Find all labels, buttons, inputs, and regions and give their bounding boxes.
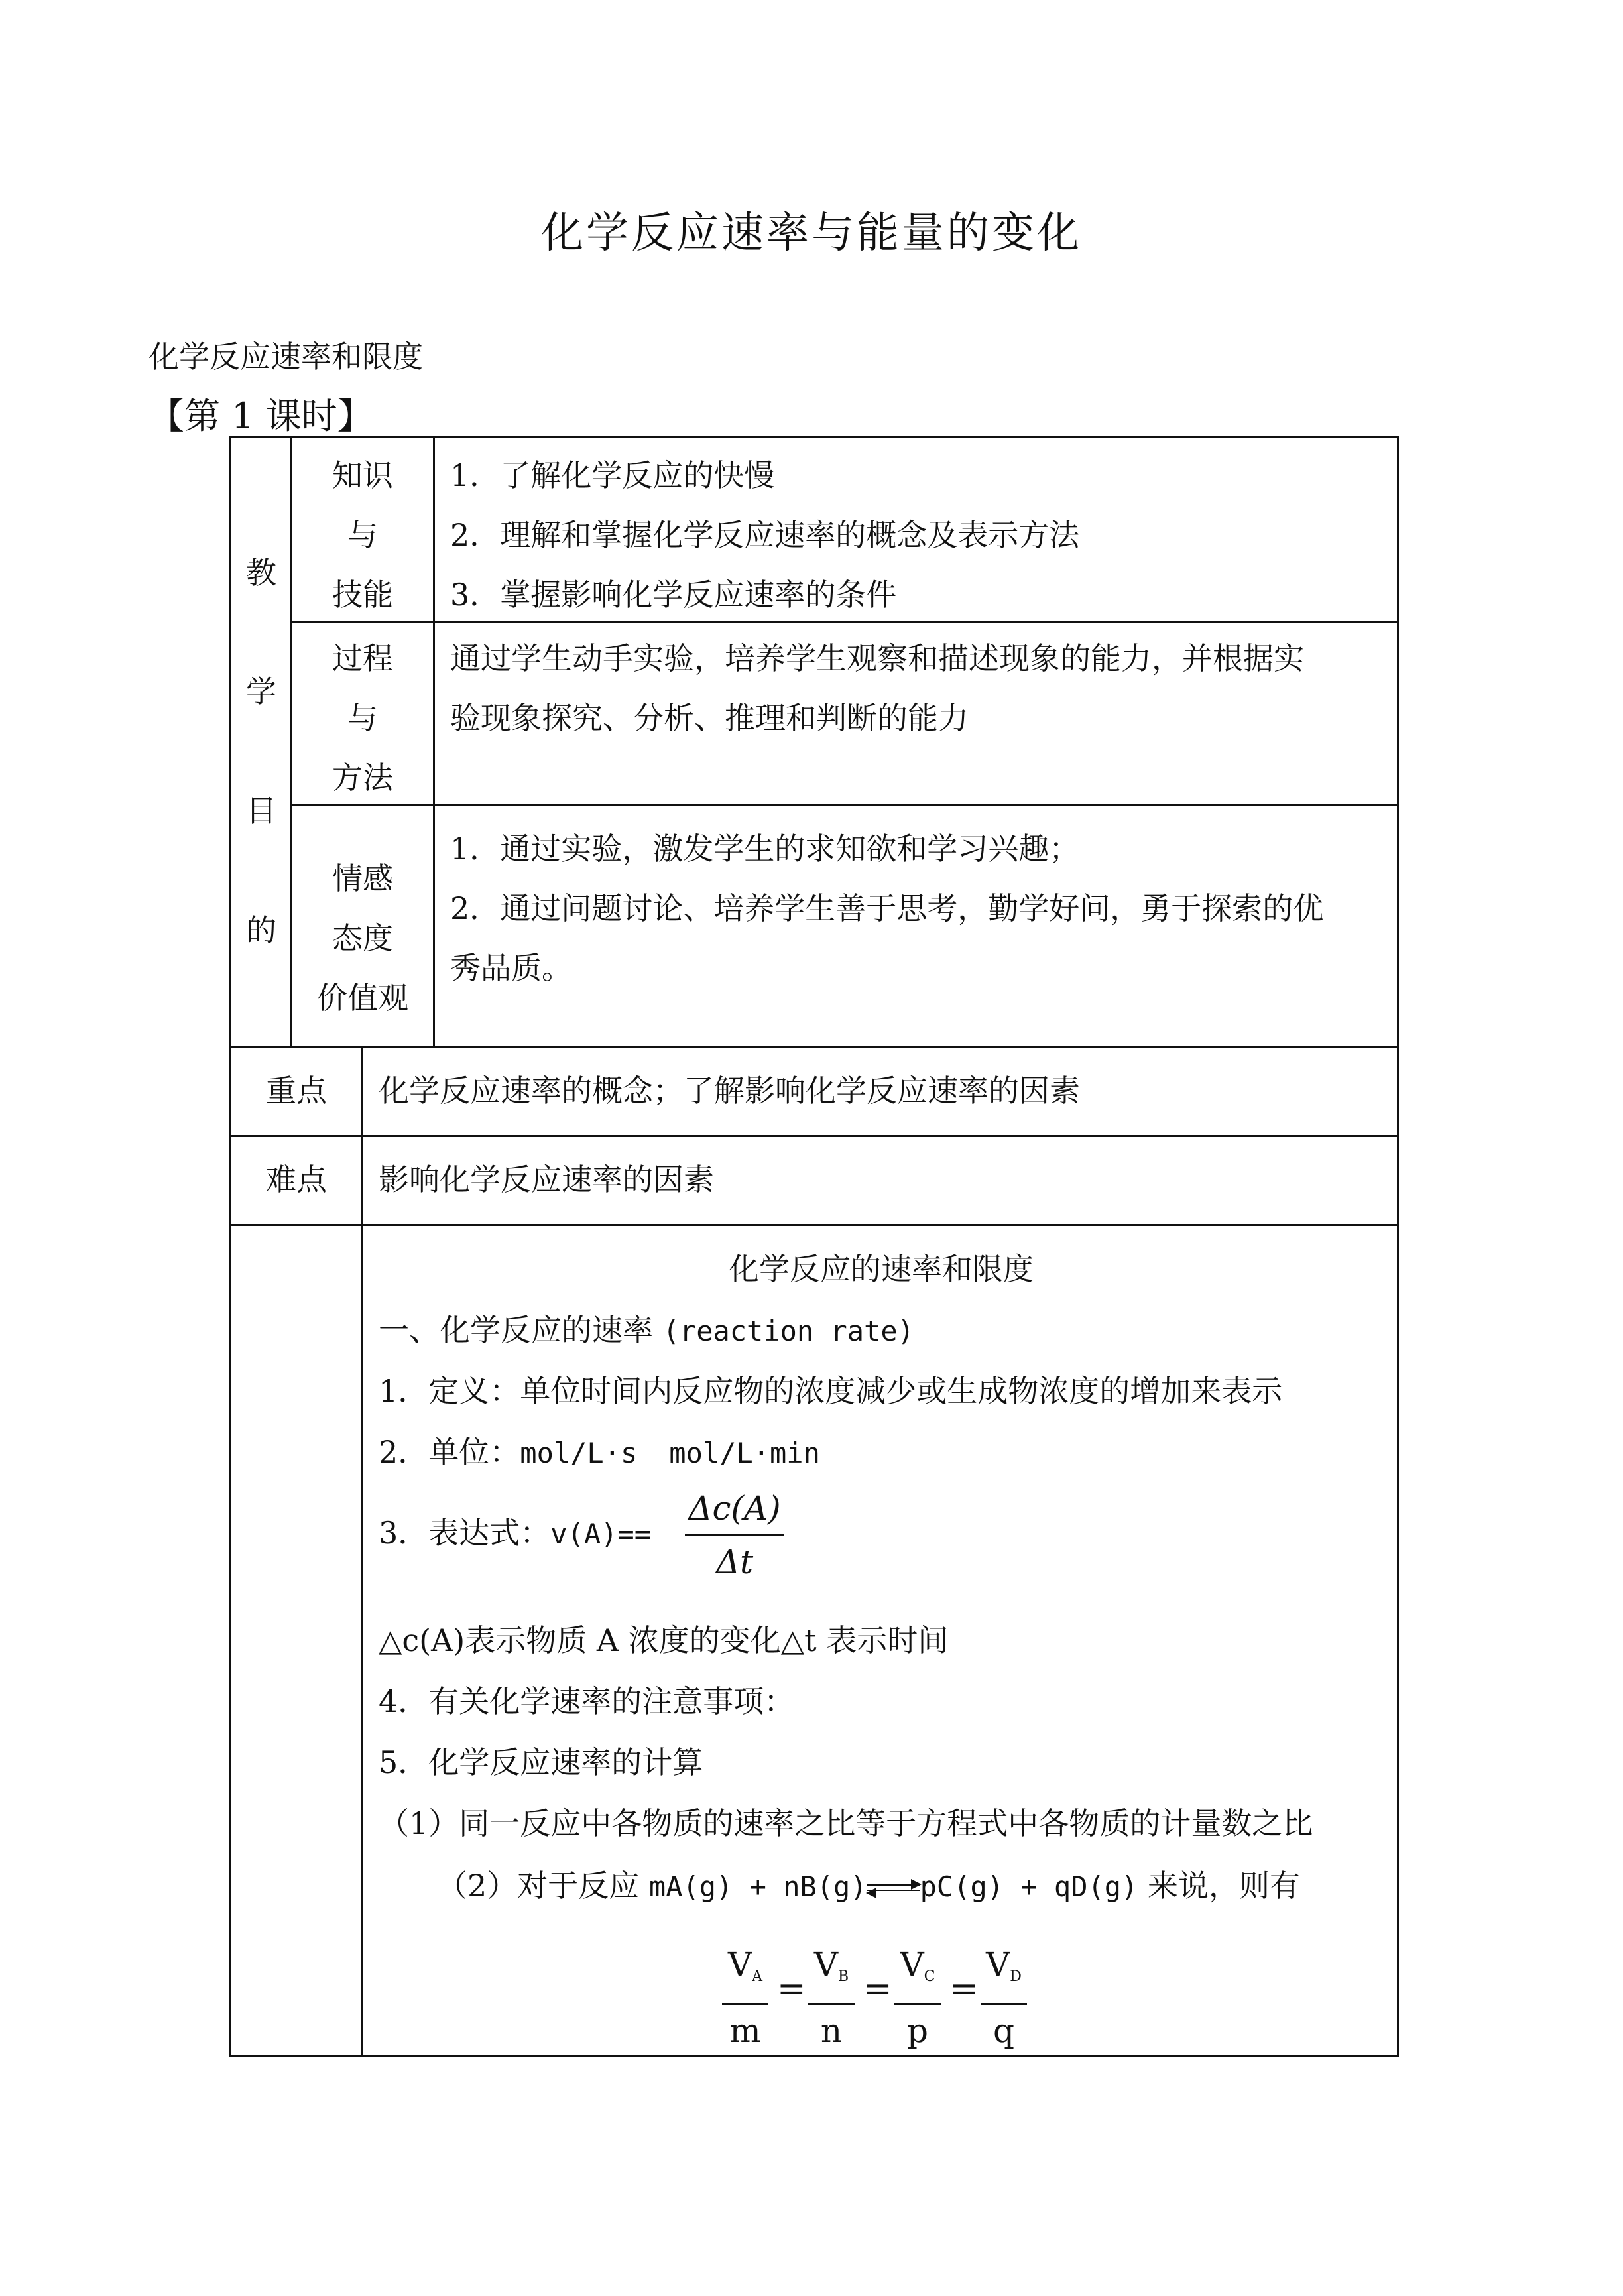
page-title: 化学反应速率与能量的变化 <box>541 209 1082 258</box>
equals-sign: = <box>863 1969 892 2009</box>
equilibrium-arrow-icon <box>867 1882 920 1895</box>
goal-line: 3．掌握影响化学反应速率的条件 <box>450 577 897 613</box>
key-point-label: 重点 <box>266 1073 327 1109</box>
content-heading: 化学反应的速率和限度 <box>729 1251 1034 1287</box>
knowledge-goals <box>450 446 1392 625</box>
objectives-label-char: 的 <box>246 912 276 948</box>
divider <box>290 804 1398 806</box>
item-4: 4．有关化学速率的注意事项： <box>379 1683 795 1719</box>
category-process: 过程 与 方法 <box>332 640 393 796</box>
expression-line: 3．表达式：v(A)== <box>379 1515 651 1551</box>
goal-line: 1．通过实验，激发学生的求知欲和学习兴趣； <box>450 831 1080 867</box>
ratio-fraction-b: $V_B$ n <box>808 1941 855 2054</box>
attitude-goals <box>450 819 1392 998</box>
divider <box>231 1046 1399 1048</box>
goal-line: 通过学生动手实验，培养学生观察和描述现象的能力，并根据实 <box>450 640 1304 676</box>
calc-rule-1: （1）同一反应中各物质的速率之比等于方程式中各物质的计量数之比 <box>379 1805 1313 1841</box>
equals-sign: = <box>777 1969 806 2009</box>
objectives-label-char: 学 <box>246 674 276 709</box>
divider <box>361 1046 363 2057</box>
definition-line: 1．定义：单位时间内反应物的浓度减少或生成物浓度的增加来表示 <box>379 1373 1283 1409</box>
lesson-plan-table <box>229 436 1399 2057</box>
unit-line: 2．单位：mol/L·s mol/L·min <box>379 1434 820 1470</box>
ratio-fraction-c: $V_C$ p <box>894 1941 941 2054</box>
ratio-fraction-a: $V_A$ m <box>722 1941 768 2054</box>
category-knowledge: 知识 与 技能 <box>332 457 393 613</box>
equals-sign: = <box>949 1969 979 2009</box>
objectives-label-char: 目 <box>246 793 276 829</box>
difficulty-text: 影响化学反应速率的因素 <box>379 1162 714 1197</box>
calc-rule-2: （2）对于反应 mA(g) + nB(g) pC(g) + qD(g) 来说，则有 <box>437 1868 1300 1903</box>
divider <box>433 438 435 1046</box>
delta-explanation: △c(A)表示物质 A 浓度的变化△t 表示时间 <box>379 1622 949 1658</box>
key-point-text: 化学反应速率的概念；了解影响化学反应速率的因素 <box>379 1073 1080 1109</box>
item-5: 5．化学反应速率的计算 <box>379 1744 703 1780</box>
process-goals <box>450 629 1392 748</box>
divider <box>231 1224 1399 1226</box>
lesson-label: 【第 1 课时】 <box>149 395 373 437</box>
category-attitude: 情感 态度 价值观 <box>317 861 408 1016</box>
divider <box>231 1135 1399 1137</box>
section-subtitle: 化学反应速率和限度 <box>149 339 423 375</box>
goal-line: 验现象探究、分析、推理和判断的能力 <box>450 700 969 736</box>
rate-fraction: Δc(A) Δt <box>685 1485 784 1585</box>
goal-line: 2．理解和掌握化学反应速率的概念及表示方法 <box>450 517 1080 553</box>
objectives-label-char: 教 <box>246 555 276 591</box>
goal-line: 1．了解化学反应的快慢 <box>450 457 775 493</box>
difficulty-label: 难点 <box>266 1162 327 1197</box>
section-heading: 一、化学反应的速率 (reaction rate) <box>379 1312 914 1348</box>
ratio-fraction-d: $V_D$ q <box>981 1941 1027 2054</box>
goal-line: 2．通过问题讨论、培养学生善于思考，勤学好问，勇于探索的优 <box>450 890 1324 926</box>
goal-line: 秀品质。 <box>450 950 572 986</box>
